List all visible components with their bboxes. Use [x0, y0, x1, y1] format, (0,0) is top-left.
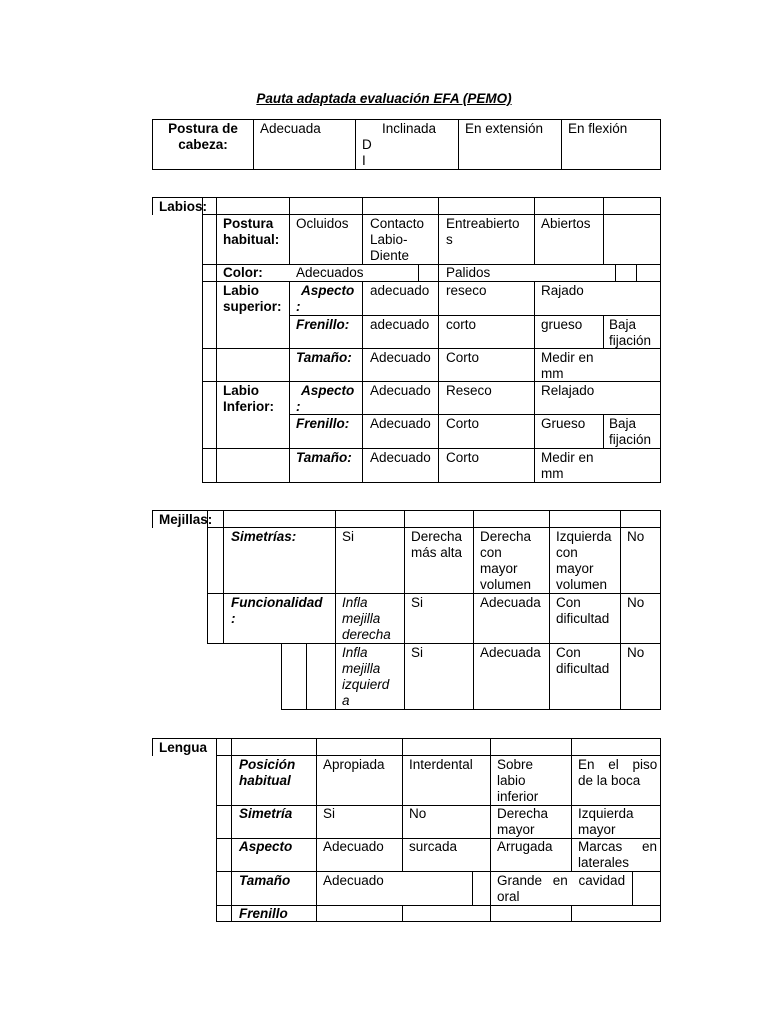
postura-flexion: En flexión — [568, 121, 628, 136]
lengua-header: Lengua — [159, 740, 208, 755]
inferior-frenillo-baja-1: Baja — [609, 416, 637, 431]
labios-postura-label-1: Postura — [223, 216, 274, 231]
superior-aspecto-reseco: reseco — [446, 283, 487, 298]
mejillas-funcionalidad-2: : — [231, 611, 236, 626]
lengua-posicion-interdental: Interdental — [409, 757, 473, 772]
superior-tamano-corto: Corto — [446, 350, 480, 365]
lengua-posicion-piso-2: de la boca — [578, 773, 641, 788]
lengua-simetria-izquierda-1: Izquierda — [578, 806, 634, 821]
lengua-aspecto-surcada: surcada — [409, 839, 458, 854]
lengua-aspecto-marcas-2: laterales — [578, 855, 630, 870]
mejillas-izquierda-adecuada: Adecuada — [480, 645, 541, 660]
inferior-frenillo-label: Frenillo: — [296, 416, 350, 431]
labios-postura-entreabiertos-1: Entreabierto — [446, 216, 520, 231]
lengua-simetria-no: No — [409, 806, 427, 821]
superior-tamano-adecuado: Adecuado — [370, 350, 431, 365]
mejillas-derecha-vol-1: Derecha — [480, 529, 532, 544]
mejillas-derecha-label-3: derecha — [342, 627, 391, 642]
inferior-tamano-medir-2: mm — [541, 466, 564, 481]
mejillas-izquierda-dif-1: Con — [556, 645, 581, 660]
lengua-posicion-sobre-3: inferior — [497, 789, 539, 804]
superior-frenillo-baja-1: Baja — [609, 317, 637, 332]
labio-inferior-label-1: Labio — [223, 383, 259, 398]
lengua-posicion-label-2: habitual — [239, 773, 291, 788]
mejillas-izquierda-vol-3: mayor — [556, 561, 594, 576]
mejillas-izquierda-no: No — [627, 645, 645, 660]
mejillas-izquierda-dif-2: dificultad — [556, 661, 610, 676]
mejillas-funcionalidad-1: Funcionalidad — [231, 595, 323, 610]
postura-inclinada-i: I — [362, 153, 366, 168]
superior-frenillo-label: Frenillo: — [296, 317, 350, 332]
mejillas-derecha-no: No — [627, 595, 645, 610]
inferior-aspecto-reseco: Reseco — [446, 383, 492, 398]
labios-postura-abiertos: Abiertos — [541, 216, 591, 231]
inferior-frenillo-baja-2: fijación — [609, 432, 652, 447]
mejillas-izquierda-vol-4: volumen — [556, 577, 608, 592]
lengua-simetria-derecha-2: mayor — [497, 822, 535, 837]
lengua-simetria-derecha-1: Derecha — [497, 806, 549, 821]
mejillas-izquierda-label-3: izquierd — [342, 677, 390, 692]
mejillas-derecha-adecuada: Adecuada — [480, 595, 541, 610]
postura-inclinada: Inclinada — [382, 121, 437, 136]
mejillas-header: Mejillas: — [159, 512, 213, 527]
inferior-aspecto-label-1: Aspecto — [301, 383, 355, 398]
superior-frenillo-corto: corto — [446, 317, 477, 332]
mejillas-derecha-alta-2: más alta — [411, 545, 463, 560]
labios-postura-ocluidos: Ocluidos — [296, 216, 349, 231]
superior-tamano-medir-2: mm — [541, 366, 564, 381]
inferior-aspecto-relajado: Relajado — [541, 383, 595, 398]
labio-superior-label-2: superior: — [223, 299, 282, 314]
lengua-tamano-adecuado: Adecuado — [323, 873, 384, 888]
lengua-posicion-piso-1: En el piso — [578, 757, 658, 772]
mejillas-izquierda-label-4: a — [342, 693, 350, 708]
superior-frenillo-baja-2: fijación — [609, 333, 652, 348]
postura-label-line2: cabeza: — [178, 137, 228, 152]
mejillas-izquierda-label-2: mejilla — [342, 661, 381, 676]
inferior-tamano-adecuado: Adecuado — [370, 450, 431, 465]
lengua-frenillo-label: Frenillo — [239, 906, 288, 921]
mejillas-derecha-label-1: Infla — [342, 595, 368, 610]
mejillas-derecha-vol-2: con — [480, 545, 502, 560]
postura-extension: En extensión — [465, 121, 544, 136]
mejillas-izquierda-si: Si — [411, 645, 424, 660]
labio-inferior-label-2: Inferior: — [223, 399, 275, 414]
lengua-posicion-apropiada: Apropiada — [323, 757, 385, 772]
inferior-tamano-corto: Corto — [446, 450, 480, 465]
lengua-aspecto-marcas-1: Marcas en — [578, 839, 658, 854]
mejillas-izquierda-label-1: Infla — [342, 645, 368, 660]
inferior-aspecto-label-2: : — [296, 399, 301, 414]
labios-postura-label-2: habitual: — [223, 232, 280, 247]
lengua-posicion-sobre-1: Sobre — [497, 757, 534, 772]
labios-postura-contacto-2: Labio- — [370, 232, 408, 247]
lengua-tamano-grande-2: oral — [497, 889, 520, 904]
postura-label-line1: Postura de — [168, 121, 238, 136]
superior-aspecto-label-1: Aspecto — [301, 283, 355, 298]
mejillas-derecha-dif-1: Con — [556, 595, 581, 610]
lengua-tamano-grande-1: Grande en cavidad — [497, 873, 626, 888]
postura-adecuada: Adecuada — [260, 121, 321, 136]
labios-color-label: Color: — [223, 265, 263, 280]
inferior-frenillo-corto: Corto — [446, 416, 480, 431]
superior-frenillo-adecuado: adecuado — [370, 317, 430, 332]
labios-color-adecuados: Adecuados — [296, 265, 364, 280]
mejillas-derecha-alta-1: Derecha — [411, 529, 463, 544]
lengua-simetria-izquierda-2: mayor — [578, 822, 616, 837]
labios-postura-contacto-1: Contacto — [370, 216, 425, 231]
mejillas-derecha-si: Si — [411, 595, 424, 610]
inferior-frenillo-grueso: Grueso — [541, 416, 586, 431]
lengua-tamano-label: Tamaño — [239, 873, 291, 888]
lengua-posicion-label-1: Posición — [239, 757, 296, 772]
labios-postura-contacto-3: Diente — [370, 248, 410, 263]
lengua-aspecto-label: Aspecto — [239, 839, 293, 854]
inferior-tamano-label: Tamaño: — [296, 450, 352, 465]
mejillas-izquierda-vol-1: Izquierda — [556, 529, 612, 544]
superior-aspecto-adecuado: adecuado — [370, 283, 430, 298]
page-title: Pauta adaptada evaluación EFA (PEMO) — [256, 91, 512, 106]
superior-frenillo-grueso: grueso — [541, 317, 583, 332]
lengua-simetria-label: Simetría — [239, 806, 293, 821]
lengua-posicion-sobre-2: labio — [497, 773, 526, 788]
mejillas-derecha-vol-4: volumen — [480, 577, 532, 592]
labio-superior-label-1: Labio — [223, 283, 259, 298]
lengua-simetria-si: Si — [323, 806, 336, 821]
labios-header: Labios: — [159, 199, 208, 214]
mejillas-izquierda-vol-2: con — [556, 545, 578, 560]
mejillas-derecha-dif-2: dificultad — [556, 611, 610, 626]
inferior-aspecto-adecuado: Adecuado — [370, 383, 431, 398]
labios-color-palidos: Palidos — [446, 265, 491, 280]
superior-tamano-medir-1: Medir en — [541, 350, 594, 365]
inferior-frenillo-adecuado: Adecuado — [370, 416, 431, 431]
lengua-aspecto-arrugada: Arrugada — [497, 839, 553, 854]
labios-postura-entreabiertos-2: s — [446, 232, 453, 247]
mejillas-derecha-label-2: mejilla — [342, 611, 381, 626]
mejillas-simetrias-no: No — [627, 529, 645, 544]
mejillas-simetrias-label: Simetrías: — [231, 529, 297, 544]
postura-inclinada-d: D — [362, 137, 372, 152]
superior-tamano-label: Tamaño: — [296, 350, 352, 365]
mejillas-derecha-vol-3: mayor — [480, 561, 518, 576]
lengua-aspecto-adecuado: Adecuado — [323, 839, 384, 854]
superior-aspecto-rajado: Rajado — [541, 283, 584, 298]
mejillas-simetrias-si: Si — [342, 529, 355, 544]
superior-aspecto-label-2: : — [296, 299, 301, 314]
inferior-tamano-medir-1: Medir en — [541, 450, 594, 465]
